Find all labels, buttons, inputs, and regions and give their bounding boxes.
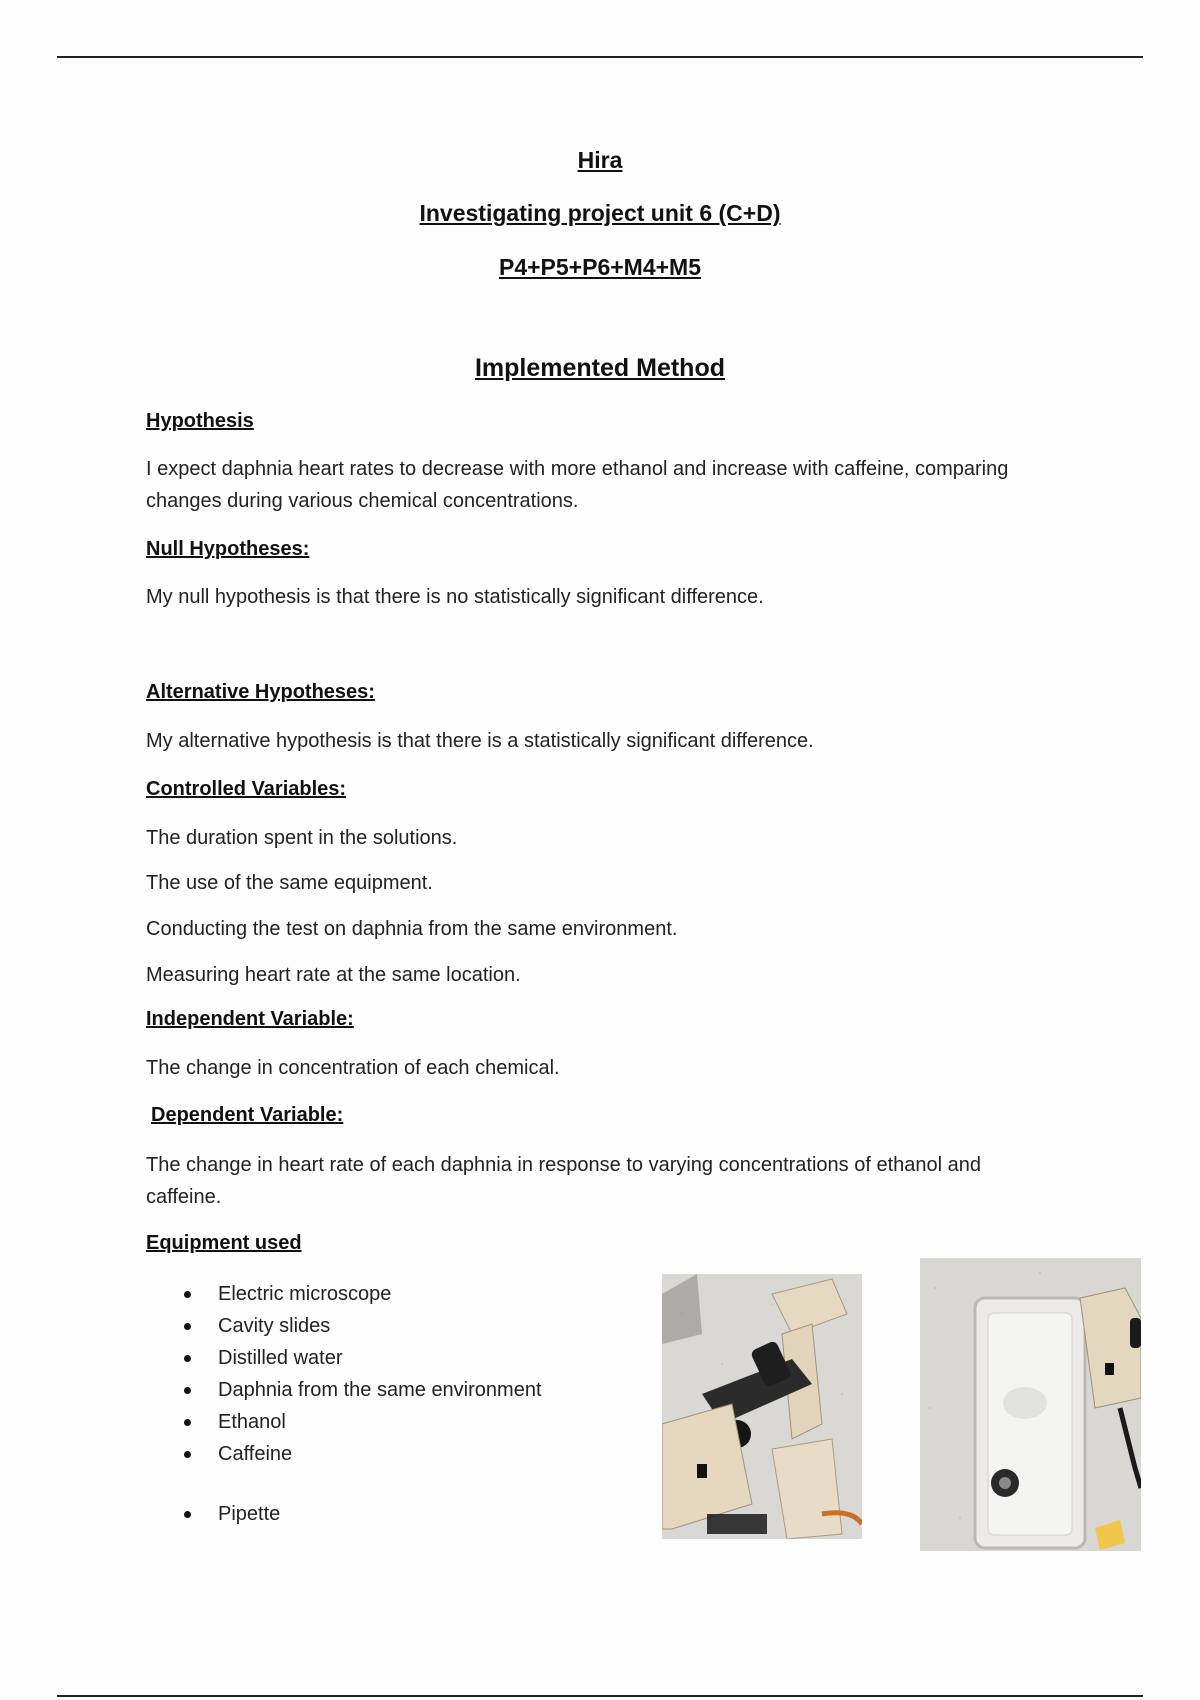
project-title: Investigating project unit 6 (C+D) [419,200,781,226]
list-item: Daphnia from the same environment [180,1374,542,1406]
hypothesis-heading: Hypothesis [146,410,254,432]
controlled-variable-item: Measuring heart rate at the same location. [146,964,521,986]
top-rule [57,56,1143,58]
controlled-variable-item: Conducting the test on daphnia from the same environment. [146,918,678,940]
list-item: Cavity slides [180,1310,542,1342]
microscope-photo [662,1274,862,1539]
null-hypothesis-text: My null hypothesis is that there is no statistically significant difference. [146,586,764,608]
list-item: Pipette [180,1498,542,1530]
controlled-variable-item: The use of the same equipment. [146,872,433,894]
list-item: Ethanol [180,1406,542,1438]
list-item: Caffeine [180,1438,542,1470]
independent-variable-text: The change in concentration of each chemical. [146,1057,560,1079]
cavity-slide-photo [920,1258,1141,1551]
hypothesis-text: I expect daphnia heart rates to decrease with more ethanol and increase with caffeine, comparing changes during various chemical concentrations. [146,458,1009,512]
independent-variable-heading: Independent Variable: [146,1008,354,1030]
criteria-title: P4+P5+P6+M4+M5 [498,254,702,280]
author-name: Hira [577,147,623,173]
null-hypothesis-heading: Null Hypotheses: [146,538,310,560]
dependent-variable-heading: Dependent Variable: [151,1104,344,1126]
controlled-variables-heading: Controlled Variables: [146,778,347,800]
bottom-rule [57,1695,1143,1697]
alternative-hypothesis-heading: Alternative Hypotheses: [146,681,375,703]
list-item: Distilled water [180,1342,542,1374]
alternative-hypothesis-text: My alternative hypothesis is that there is a statistically significant difference. [146,730,814,752]
equipment-heading: Equipment used [146,1232,302,1254]
list-item: Electric microscope [180,1278,542,1310]
section-title: Implemented Method [474,354,725,382]
controlled-variable-item: The duration spent in the solutions. [146,827,458,849]
dependent-variable-text: The change in heart rate of each daphnia in response to varying concentrations of ethanol and caffeine. [146,1154,982,1208]
equipment-list [180,1278,542,1530]
